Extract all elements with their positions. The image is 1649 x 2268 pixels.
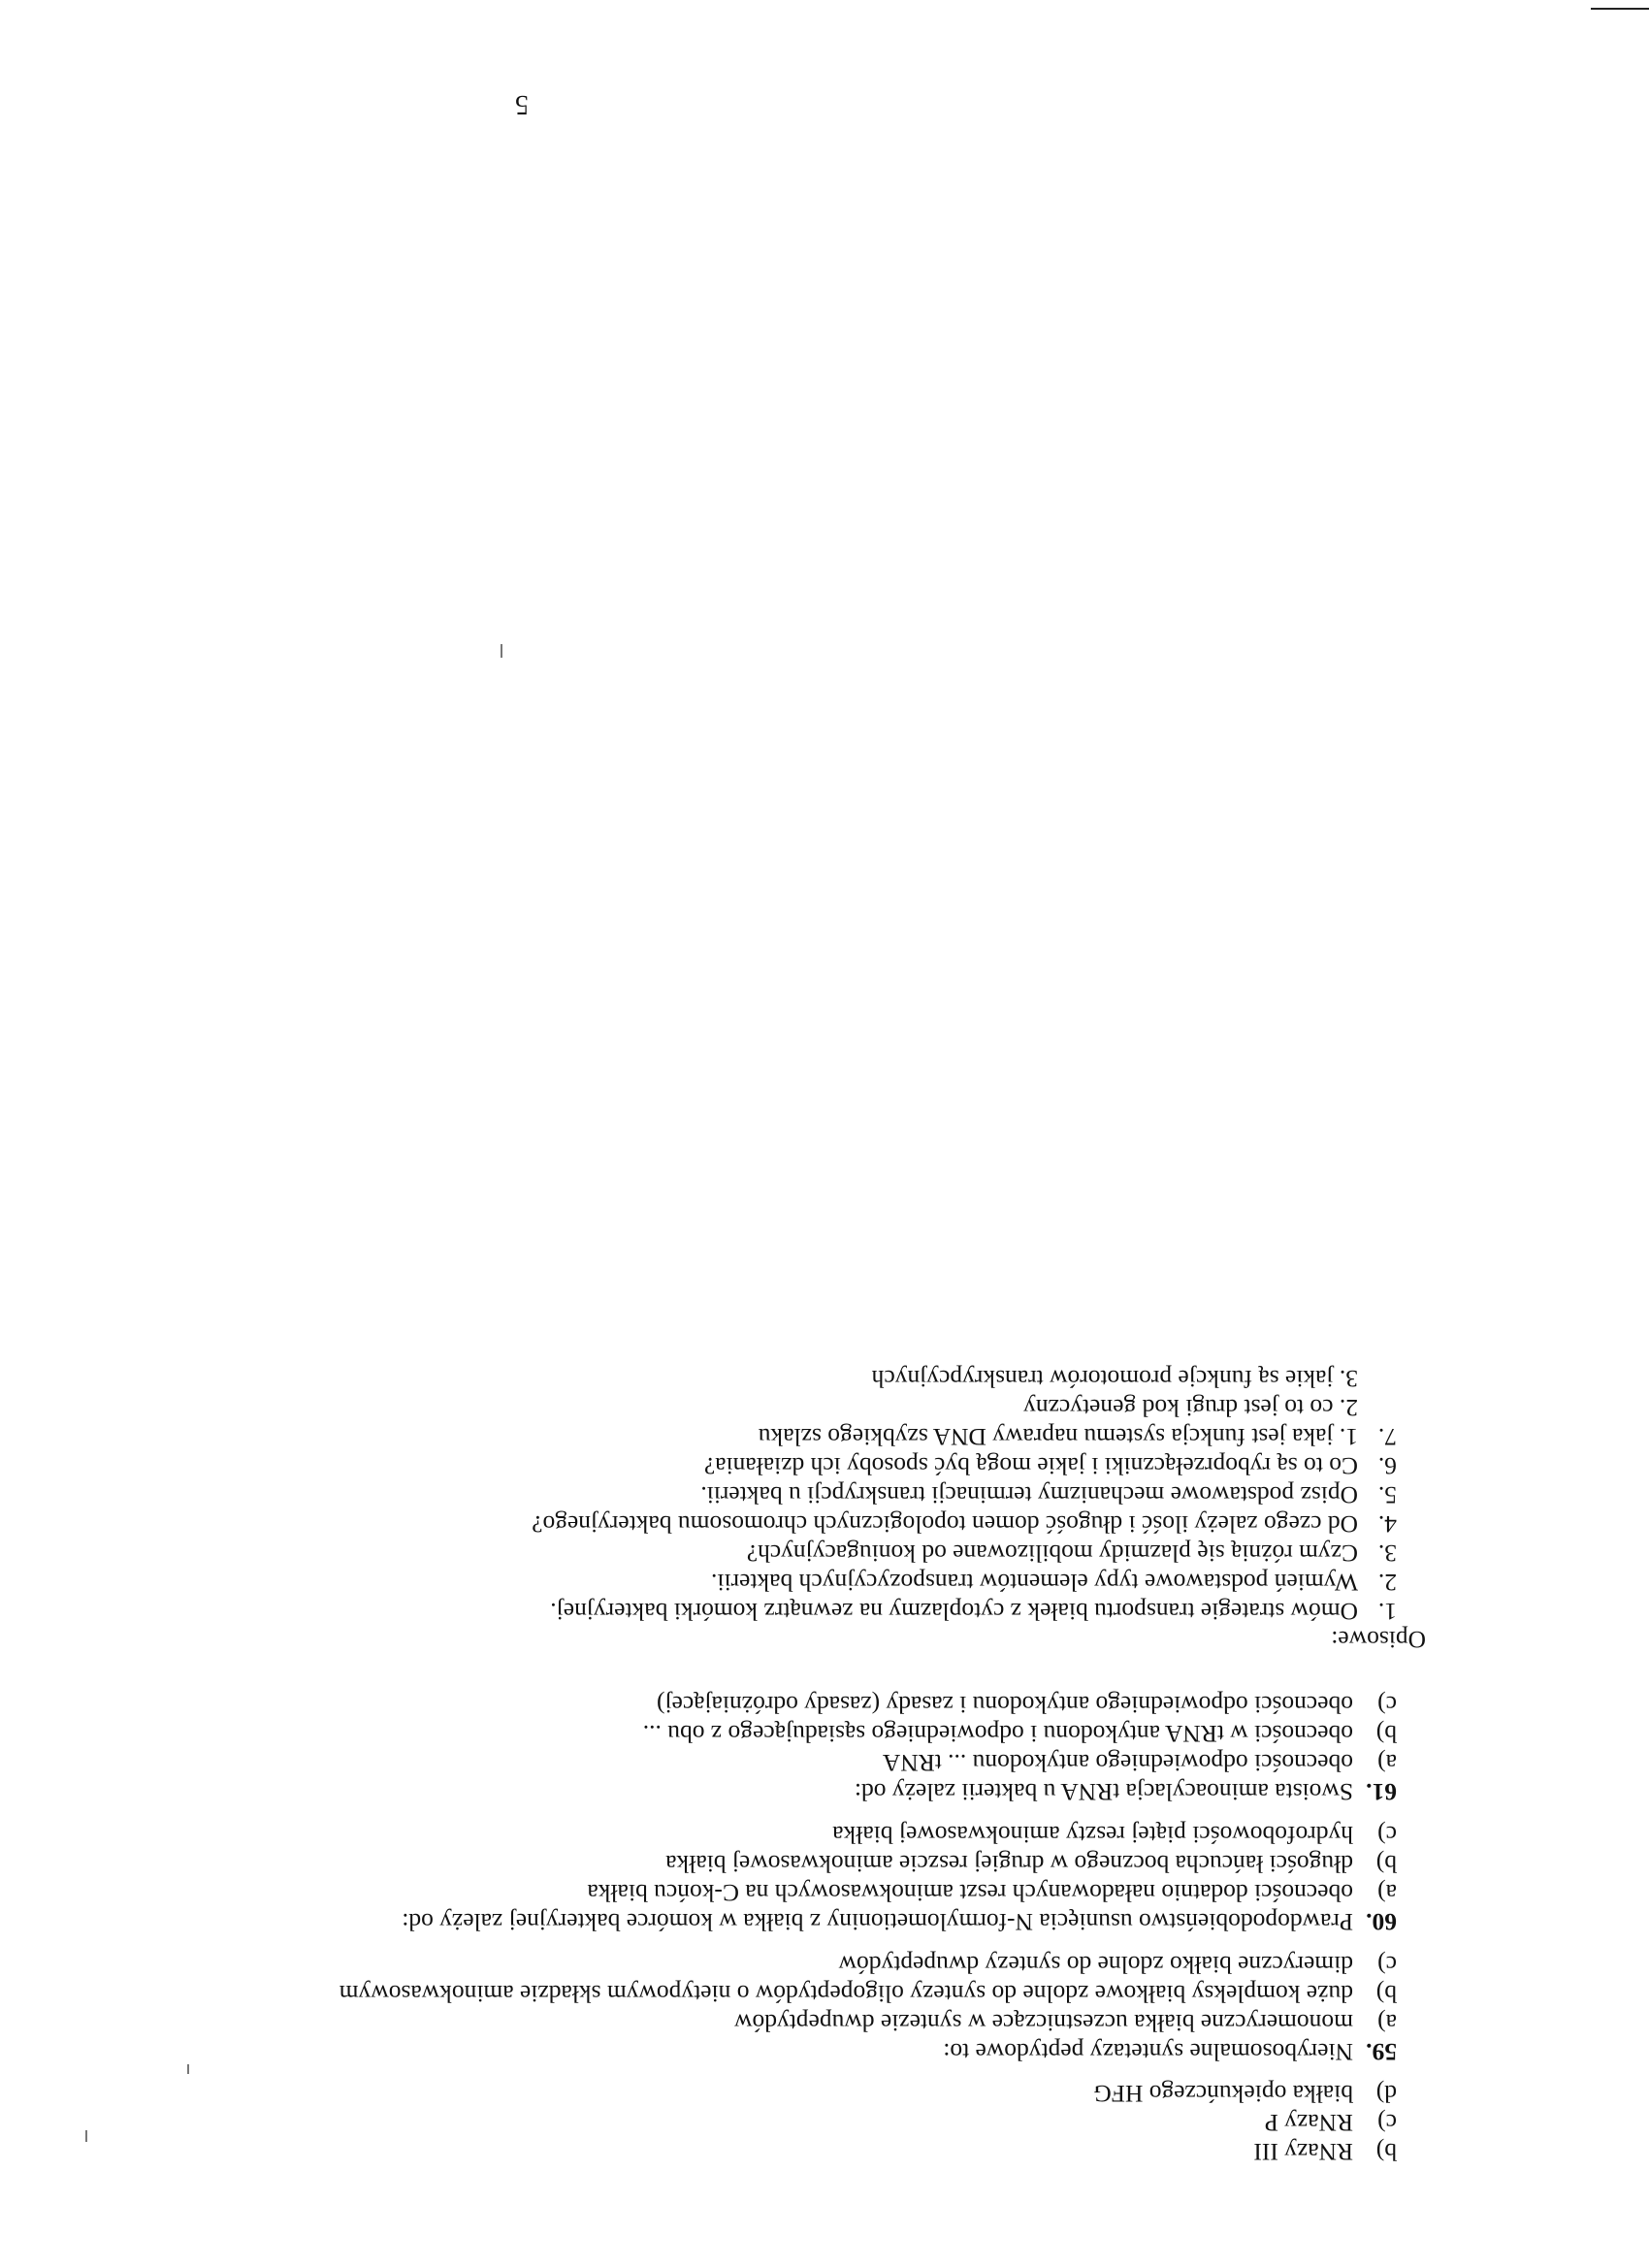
option-text: białka opiekuńczego HFG [1093, 2080, 1353, 2108]
option-label: d) [1375, 2080, 1397, 2108]
scan-speck [187, 2064, 189, 2074]
option-label: a) [1377, 1749, 1397, 1777]
scan-edge-mark [1591, 8, 1649, 10]
open-question-number: 1. [1377, 1598, 1397, 1626]
option-text: duże kompleksy białkowe zdolne do syntezy oligopeptydów o nietypowym składzie aminokwasowym [339, 1980, 1353, 2008]
open-question-number: 2. [1377, 1569, 1397, 1597]
option-text: obecności odpowiedniego antykodonu i zasady (zasady odróżniającej) [657, 1691, 1353, 1719]
option-text: RNazy P [1264, 2109, 1353, 2137]
option-text: monomeryczne białka uczestniczące w syntezie dwupeptydów [734, 2009, 1353, 2037]
open-sub-question-text: 2. co to jest drugi kod genetyczny [1023, 1394, 1358, 1422]
open-question-text: Czym różnią się plazmidy mobilizowane od koniugacyjnych? [746, 1539, 1358, 1568]
option-label: b) [1375, 1850, 1397, 1878]
question-number: 59. [1366, 2038, 1397, 2066]
question-text: Nierybosomalne syntetazy peptydowe to: [943, 2038, 1353, 2066]
open-question-text: 1. jaka jest funkcja systemu naprawy DNA szybkiego szlaku [758, 1423, 1358, 1451]
option-label: c) [1377, 2109, 1397, 2137]
option-label: a) [1377, 2009, 1397, 2037]
page-number: 5 [515, 89, 529, 119]
option-text: długości łańcucha bocznego w drugiej reszcie aminokwasowej białka [665, 1850, 1353, 1878]
open-question-number: 4. [1377, 1510, 1397, 1539]
question-text: Swoista aminoacylacja tRNA u bakterii zależy od: [854, 1778, 1353, 1806]
section-heading: Opisowe: [1331, 1626, 1426, 1654]
open-question-text: Opisz podstawowe mechanizmy terminacji transkrypcji u bakterii. [700, 1481, 1358, 1509]
open-question-number: 5. [1377, 1481, 1397, 1509]
option-label: b) [1375, 1720, 1397, 1748]
open-question-text: Co to są ryboprzełączniki i jakie mogą być sposoby ich działania? [703, 1452, 1358, 1480]
open-question-number: 3. [1377, 1539, 1397, 1568]
option-label: c) [1377, 1691, 1397, 1719]
question-text: Prawdopodobieństwo usunięcia N-formylometioniny z białka w komórce bakteryjnej zależy od: [402, 1908, 1353, 1936]
option-label: c) [1377, 1821, 1397, 1849]
open-question-number: 7. [1377, 1423, 1397, 1451]
option-text: obecności dodatnio naładowanych reszt aminokwasowych na C-końcu białka [587, 1879, 1353, 1907]
open-sub-question-text: 3. jakie są funkcje promotorów transkrypcyjnych [871, 1365, 1358, 1393]
option-text: hydrofobowości piątej reszty aminokwasowej białka [832, 1821, 1353, 1849]
option-text: RNazy III [1253, 2138, 1353, 2166]
open-question-text: Wymień podstawowe typy elementów transpozycyjnych bakterii. [711, 1569, 1358, 1597]
option-label: c) [1377, 1951, 1397, 1979]
scan-speck [501, 644, 502, 658]
option-label: a) [1377, 1879, 1397, 1907]
option-label: b) [1375, 2138, 1397, 2166]
open-question-text: Od czego zależy ilość i długość domen topologicznych chromosomu bakteryjnego? [532, 1510, 1358, 1539]
option-text: dimeryczne białko zdolne do syntezy dwupeptydów [838, 1951, 1353, 1979]
question-number: 60. [1366, 1908, 1397, 1936]
question-number: 61. [1366, 1778, 1397, 1806]
option-label: b) [1375, 1980, 1397, 2008]
scan-speck [85, 2130, 87, 2142]
open-question-number: 6. [1377, 1452, 1397, 1480]
open-question-text: Omów strategie transportu białek z cytoplazmy na zewnątrz komórki bakteryjnej. [550, 1598, 1358, 1626]
option-text: obecności odpowiedniego antykodonu ... tRNA [882, 1749, 1353, 1777]
option-text: obecności w tRNA antykodonu i odpowiedniego sąsiadującego z obu ... [642, 1720, 1353, 1748]
